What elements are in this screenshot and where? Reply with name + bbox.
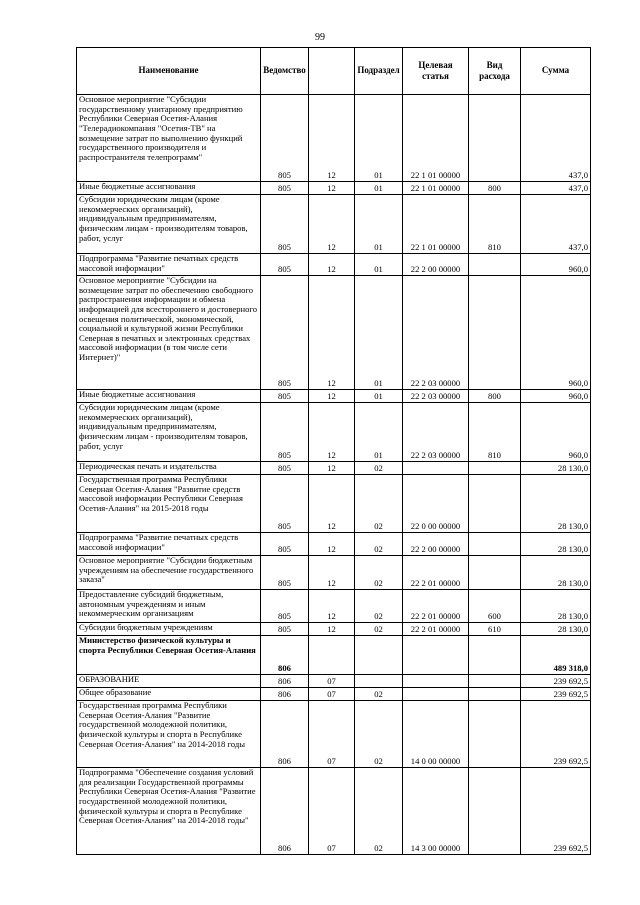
table-row [77, 533, 591, 556]
row-section: 07 [309, 701, 355, 768]
row-name: Общее образование [77, 688, 261, 701]
table-row [77, 462, 591, 475]
row-name: ОБРАЗОВАНИЕ [77, 675, 261, 688]
row-department: 805 [261, 590, 309, 623]
row-department: 805 [261, 390, 309, 403]
row-section: 12 [309, 276, 355, 390]
row-expense-type [469, 475, 521, 533]
row-subsection: 02 [355, 590, 403, 623]
row-department: 806 [261, 636, 309, 675]
row-target-article: 22 1 01 00000 [403, 195, 469, 254]
table-row [77, 403, 591, 462]
row-target-article: 22 2 00 00000 [403, 254, 469, 276]
row-target-article: 22 2 01 00000 [403, 556, 469, 590]
row-target-article [403, 636, 469, 675]
row-target-article: 14 0 00 00000 [403, 701, 469, 768]
row-subsection [355, 636, 403, 675]
row-section: 07 [309, 688, 355, 701]
row-amount: 28 130,0 [521, 623, 591, 636]
table-row [77, 556, 591, 590]
row-amount: 960,0 [521, 390, 591, 403]
header-expense-type: Вид расхода [469, 48, 521, 95]
row-target-article: 22 2 00 00000 [403, 533, 469, 556]
row-section: 12 [309, 403, 355, 462]
row-subsection: 02 [355, 533, 403, 556]
row-subsection: 01 [355, 403, 403, 462]
row-expense-type: 600 [469, 590, 521, 623]
row-target-article: 22 1 01 00000 [403, 95, 469, 182]
row-subsection: 01 [355, 390, 403, 403]
row-department: 805 [261, 403, 309, 462]
row-department: 806 [261, 768, 309, 855]
row-amount: 437,0 [521, 195, 591, 254]
row-target-article: 14 3 00 00000 [403, 768, 469, 855]
row-name: Подпрограмма "Развитие печатных средств массовой информации" [77, 533, 261, 556]
table-row [77, 623, 591, 636]
row-expense-type [469, 701, 521, 768]
table-row [77, 768, 591, 855]
row-amount: 437,0 [521, 95, 591, 182]
table-row [77, 276, 591, 390]
row-target-article [403, 675, 469, 688]
table-row [77, 254, 591, 276]
row-amount: 28 130,0 [521, 462, 591, 475]
row-section: 12 [309, 462, 355, 475]
row-department: 806 [261, 688, 309, 701]
row-name: Иные бюджетные ассигнования [77, 390, 261, 403]
row-name: Государственная программа Республики Северная Осетия-Алания "Развитие средств массовой информации Республики Северная Осетия-Алания" на 2015-2018 годы [77, 475, 261, 533]
row-expense-type: 800 [469, 390, 521, 403]
row-name: Субсидии юридическим лицам (кроме некоммерческих организаций), индивидуальным предпринимателям, физическим лицам - производителям товаров, работ, услуг [77, 195, 261, 254]
row-subsection: 02 [355, 701, 403, 768]
row-department: 805 [261, 276, 309, 390]
row-subsection [355, 675, 403, 688]
row-department: 805 [261, 533, 309, 556]
row-subsection: 02 [355, 623, 403, 636]
row-subsection: 01 [355, 182, 403, 195]
row-target-article: 22 2 03 00000 [403, 403, 469, 462]
row-expense-type [469, 533, 521, 556]
row-expense-type [469, 95, 521, 182]
row-subsection: 02 [355, 475, 403, 533]
row-target-article: 22 2 03 00000 [403, 276, 469, 390]
row-expense-type [469, 675, 521, 688]
header-department: Ведомство [261, 48, 309, 95]
row-name: Основное мероприятие "Субсидии на возмещение затрат по обеспечению свободного распространения информации и обмена информацией для всестороннего и достоверного освещения политической, экономической, социальной и культурной жизни Республики Северная в печатных и электронных средствах массовой информации (в том числе сети Интернет)" [77, 276, 261, 390]
row-subsection: 02 [355, 556, 403, 590]
row-amount: 489 318,0 [521, 636, 591, 675]
row-target-article [403, 462, 469, 475]
row-name: Подпрограмма "Обеспечение создания условий для реализации Государственной программы Республики Северная Осетия-Алания "Развитие государственной молодежной политики, физической культуры и спорта в Республике Северная Осетия-Алания" на 2014-2018 годы" [77, 768, 261, 855]
row-amount: 960,0 [521, 276, 591, 390]
row-name: Иные бюджетные ассигнования [77, 182, 261, 195]
row-expense-type: 610 [469, 623, 521, 636]
row-department: 805 [261, 462, 309, 475]
row-target-article: 22 1 01 00000 [403, 182, 469, 195]
row-amount: 28 130,0 [521, 475, 591, 533]
row-amount: 28 130,0 [521, 590, 591, 623]
row-expense-type [469, 688, 521, 701]
row-department: 805 [261, 195, 309, 254]
row-section: 12 [309, 254, 355, 276]
table-row [77, 95, 591, 182]
row-section: 12 [309, 95, 355, 182]
row-name: Подпрограмма "Развитие печатных средств массовой информации" [77, 254, 261, 276]
row-amount: 960,0 [521, 403, 591, 462]
row-expense-type [469, 254, 521, 276]
page-number: 99 [315, 32, 325, 43]
row-section: 12 [309, 533, 355, 556]
row-target-article: 22 0 00 00000 [403, 475, 469, 533]
row-amount: 239 692,5 [521, 675, 591, 688]
row-expense-type [469, 636, 521, 675]
row-name: Субсидии юридическим лицам (кроме некоммерческих организаций), индивидуальным предпринимателям, физическим лицам - производителям товаров, работ, услуг [77, 403, 261, 462]
table-row [77, 675, 591, 688]
table-row [77, 688, 591, 701]
row-amount: 239 692,5 [521, 768, 591, 855]
row-department: 805 [261, 254, 309, 276]
table-row [77, 701, 591, 768]
row-target-article: 22 2 01 00000 [403, 623, 469, 636]
row-amount: 28 130,0 [521, 556, 591, 590]
row-amount: 437,0 [521, 182, 591, 195]
row-department: 806 [261, 701, 309, 768]
row-amount: 239 692,5 [521, 701, 591, 768]
header-subsection: Подраздел [355, 48, 403, 95]
row-target-article: 22 2 03 00000 [403, 390, 469, 403]
row-department: 805 [261, 182, 309, 195]
row-expense-type: 810 [469, 403, 521, 462]
row-department: 806 [261, 675, 309, 688]
row-subsection: 02 [355, 688, 403, 701]
row-subsection: 01 [355, 195, 403, 254]
budget-table [76, 47, 591, 855]
row-target-article [403, 688, 469, 701]
row-amount: 239 692,5 [521, 688, 591, 701]
row-section [309, 636, 355, 675]
row-subsection: 01 [355, 276, 403, 390]
table-row [77, 475, 591, 533]
row-section: 12 [309, 475, 355, 533]
row-department: 805 [261, 475, 309, 533]
row-name: Предоставление субсидий бюджетным, автономным учреждениям и иным некоммерческим организациям [77, 590, 261, 623]
row-subsection: 01 [355, 254, 403, 276]
table-row [77, 590, 591, 623]
row-amount: 28 130,0 [521, 533, 591, 556]
row-name: Субсидии бюджетным учреждениям [77, 623, 261, 636]
row-target-article: 22 2 01 00000 [403, 590, 469, 623]
row-expense-type [469, 768, 521, 855]
header-amount: Сумма [521, 48, 591, 95]
row-subsection: 01 [355, 95, 403, 182]
row-expense-type [469, 462, 521, 475]
header-target-article: Целевая статья [403, 48, 469, 95]
row-name: Основное мероприятие "Субсидии государственному унитарному предприятию Республики Северная Осетия-Алания "Телерадиокомпания "Осетия-ТВ" на возмещение затрат по выполнению функций государственного производителя и распространителя телепрограмм" [77, 95, 261, 182]
table-row [77, 195, 591, 254]
row-section: 12 [309, 556, 355, 590]
row-expense-type [469, 556, 521, 590]
row-section: 12 [309, 390, 355, 403]
row-department: 805 [261, 556, 309, 590]
row-section: 07 [309, 675, 355, 688]
row-name: Основное мероприятие "Субсидии бюджетным учреждениям на обеспечение государственного заказа" [77, 556, 261, 590]
row-name: Министерство физической культуры и спорта Республики Северная Осетия-Алания [77, 636, 261, 675]
row-department: 805 [261, 95, 309, 182]
row-section: 07 [309, 768, 355, 855]
row-section: 12 [309, 623, 355, 636]
row-section: 12 [309, 182, 355, 195]
table-header [77, 48, 591, 95]
row-department: 805 [261, 623, 309, 636]
row-expense-type [469, 276, 521, 390]
row-subsection: 02 [355, 768, 403, 855]
row-section: 12 [309, 195, 355, 254]
row-amount: 960,0 [521, 254, 591, 276]
row-expense-type: 810 [469, 195, 521, 254]
row-expense-type: 800 [469, 182, 521, 195]
row-section: 12 [309, 590, 355, 623]
row-subsection: 02 [355, 462, 403, 475]
table-row [77, 390, 591, 403]
header-section [309, 48, 355, 95]
header-row [77, 48, 591, 95]
row-name: Периодическая печать и издательства [77, 462, 261, 475]
table-row [77, 182, 591, 195]
header-name: Наименование [77, 48, 261, 95]
table-body [77, 95, 591, 855]
row-name: Государственная программа Республики Северная Осетия-Алания "Развитие государственной молодежной политики, физической культуры и спорта в Республике Северная Осетия-Алания" на 2014-2018 годы [77, 701, 261, 768]
table-row [77, 636, 591, 675]
